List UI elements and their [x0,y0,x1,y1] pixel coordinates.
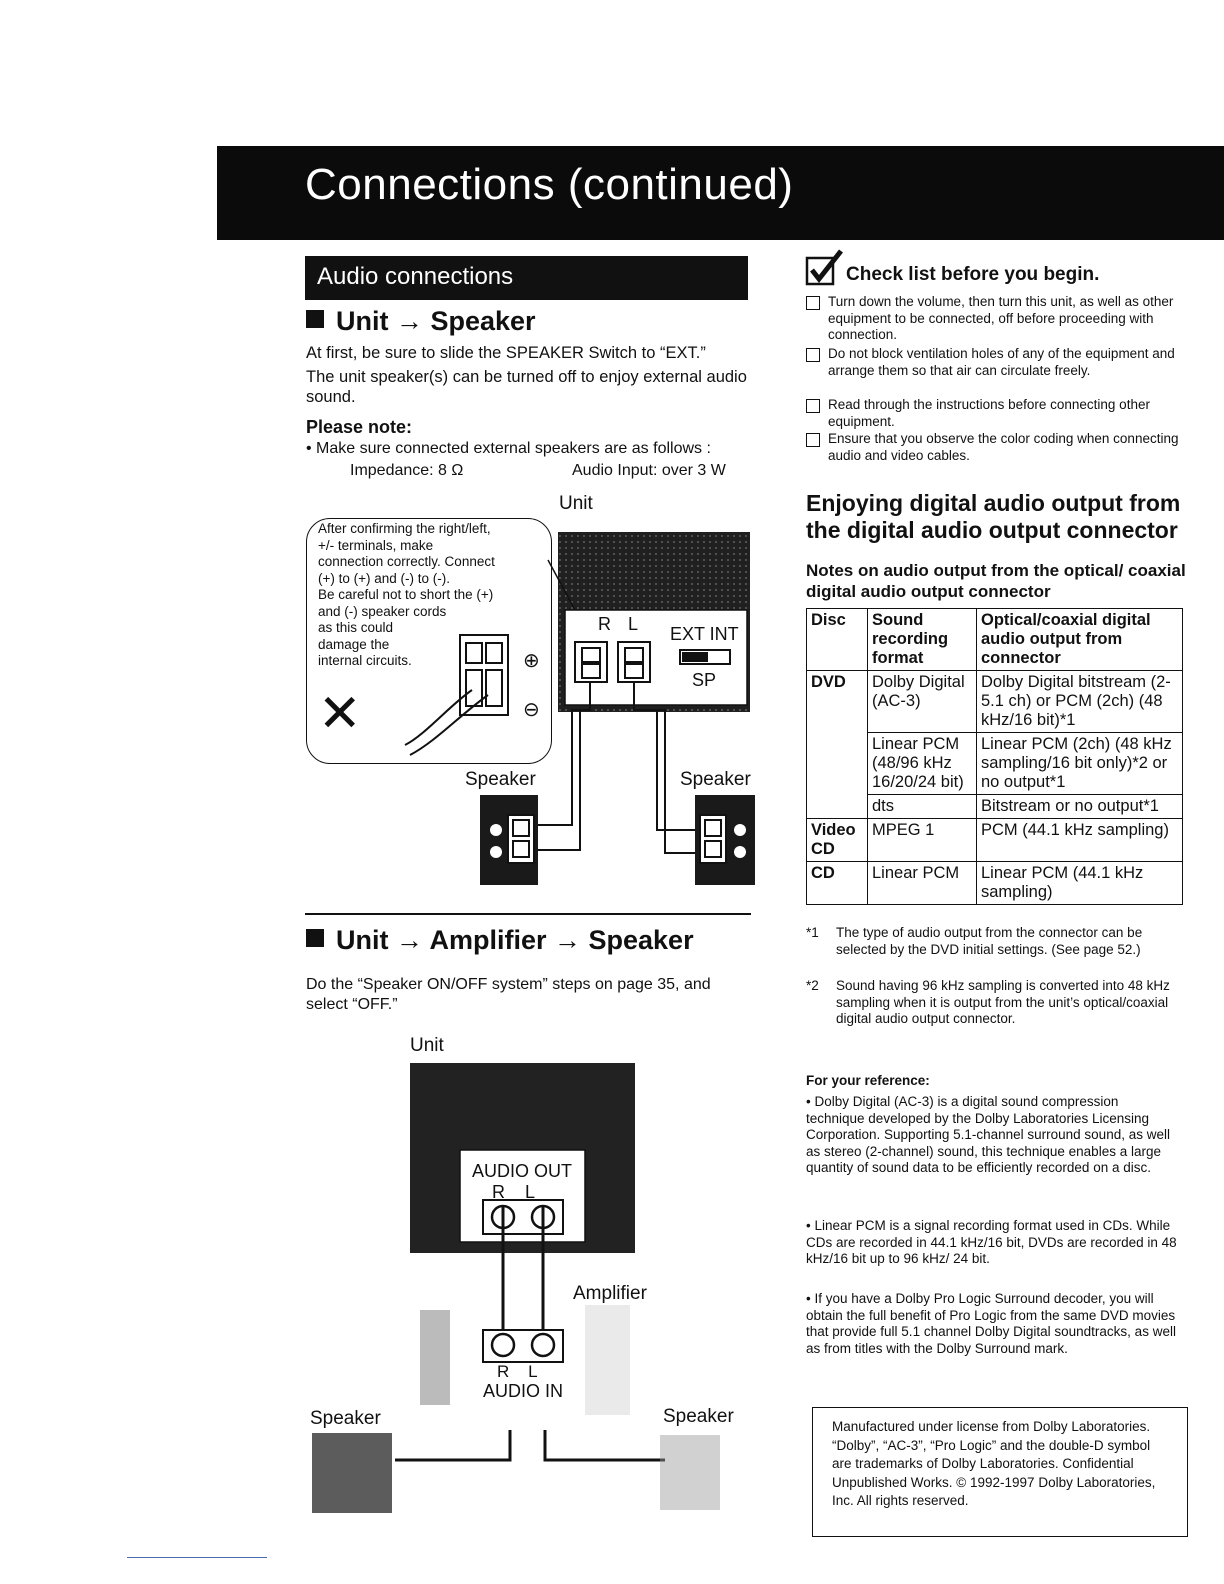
audio-output-table [806,608,1183,905]
left-speaker-label: Speaker [465,769,536,790]
square-bullet-icon [306,929,324,947]
disc-cell: DVD [807,671,868,819]
speaker-switch-text: At first, be sure to slide the SPEAKER Switch to “EXT.” [306,344,706,362]
audio-input-text: Audio Input: over 3 W [572,462,726,479]
header-cell: Disc [807,609,868,671]
format-cell: Dolby Digital (AC-3) [868,671,977,733]
reference-item: • Linear PCM is a signal recording format used in CDs. While CDs are recorded in 44.1 kHz/16 bit, DVDs are recorded in 48 kHz/16 bit up to 96 kHz/ 24 bit. [806,1218,1177,1266]
format-cell: Linear PCM (48/96 kHz 16/20/24 bit) [868,733,977,795]
cross-icon: ✕ [318,685,362,743]
ext-int-label: EXT INT [670,624,739,644]
callout-line: and (-) speaker cords [318,603,447,619]
audio-in-rl: R L [497,1362,538,1381]
checklist-item [806,431,1186,464]
callout-line: connection correctly. Connect [318,554,495,569]
minus-icon: ⊖ [523,699,540,721]
amp-heading [306,925,694,956]
checklist-item-text: Turn down the volume, then turn this unit, as well as other equipment to be connected, off before proceeding with connection. [828,294,1174,342]
callout-line: (+) to (+) and (-) to (-). [318,570,451,586]
reference-item: • If you have a Dolby Pro Logic Surround decoder, you will obtain the full benefit of Pro Logic from the same DVD movies that provide full 5.1 channel Dolby Digital soundtracks, as well as from titles with the Dolby Surround mark. [806,1291,1176,1356]
callout-line: as this could [318,620,394,635]
checklist-item-text: Ensure that you observe the color coding when connecting audio and video cables. [828,431,1179,463]
footnote-text: The type of audio output from the connector can be selected by the DVD initial settings. (See page 52.) [836,925,1143,957]
footnote-key: *2 [806,978,819,993]
terminal-l-label: L [628,614,639,634]
checkbox-icon [806,399,820,413]
footnote [806,978,1178,1028]
footnote [806,925,1178,958]
checklist-item [806,294,1186,344]
output-cell: PCM (44.1 kHz sampling) [977,819,1183,862]
footnote-text: Sound having 96 kHz sampling is converted into 48 kHz sampling when it is output from the unit’s optical/coaxial digital audio output connector. [836,978,1170,1026]
callout-line: Be careful not to short the (+) [318,587,494,602]
header-cell: Optical/coaxial digital audio output from connector [977,609,1183,671]
checkbox-icon [806,433,820,447]
divider [305,913,751,915]
table-row [807,819,1183,862]
output-cell: Bitstream or no output*1 [977,795,1183,819]
output-cell: Dolby Digital bitstream (2-5.1 ch) or PCM (2ch) (48 kHz/16 bit)*1 [977,671,1183,733]
reference-title: For your reference: [806,1073,930,1088]
checklist-item [806,346,1186,379]
callout-line: After confirming the right/left, [318,521,491,536]
unit-speaker-off-text: The unit speaker(s) can be turned off to enjoy external audio sound. [306,368,747,406]
checkbox-icon [806,296,820,310]
left-speaker-label: Speaker [310,1408,381,1429]
unit-speaker-heading [306,306,536,337]
reference-item: • Dolby Digital (AC-3) is a digital sound compression technique developed by the Dolby Laboratories Licensing Corporation. Supporting 5.1-channel surround sound, as well as stereo (2-channel) sound, this technique enables a large quantity of sound data to be efficiently recorded on a disc. [806,1094,1170,1175]
page-title: Connections (continued) [305,160,794,209]
unit-speaker-heading-text: Unit → Speaker [336,306,536,336]
callout-line: +/- terminals, make [318,537,434,553]
notes-heading: Notes on audio output from the optical/ coaxial digital audio output connector [806,561,1186,601]
left-speaker-box [312,1433,392,1513]
diagram2-unit-label: Unit [410,1035,444,1056]
footnote-key: *1 [806,925,819,940]
please-note-title: Please note: [306,417,413,437]
format-cell: Linear PCM [868,862,977,905]
output-cell: Linear PCM (44.1 kHz sampling) [977,862,1183,905]
amp-heading-text: Unit → Amplifier → Speaker [336,925,694,955]
table-row [807,671,1183,733]
checklist-item-text: Do not block ventilation holes of any of the equipment and arrange them so that air can circulate freely. [828,346,1175,378]
checklist-title: Check list before you begin. [846,264,1100,285]
table-row [807,862,1183,905]
amp-instructions: Do the “Speaker ON/OFF system” steps on page 35, and select “OFF.” [306,976,711,1013]
format-cell: MPEG 1 [868,819,977,862]
audio-out-rl: R L [492,1182,536,1202]
callout-line: internal circuits. [318,653,412,668]
sp-label: SP [692,670,717,690]
amplifier-connection-diagram [300,1055,760,1525]
terminal-r-label: R [598,614,611,634]
checkbox-icon [806,348,820,362]
checklist-item-text: Read through the instructions before connecting other equipment. [828,397,1150,429]
output-cell: Linear PCM (2ch) (48 kHz sampling/16 bit only)*2 or no output*1 [977,733,1183,795]
disc-cell: Video CD [807,819,868,862]
callout-text [318,521,546,670]
bottom-rule [127,1557,267,1558]
right-speaker-label: Speaker [680,769,751,790]
square-bullet-icon [306,310,324,328]
diagram1-unit-label: Unit [559,493,593,514]
audio-in-label: AUDIO IN [483,1381,564,1401]
right-speaker-label: Speaker [663,1406,734,1427]
header-cell: Sound recording format [868,609,977,671]
checkmark-icon [805,248,845,288]
amplifier-label: Amplifier [573,1283,647,1304]
impedance-text: Impedance: 8 Ω [350,462,464,479]
table-header-row [807,609,1183,671]
plus-icon: ⊕ [523,650,540,672]
checklist-item [806,397,1186,430]
right-speaker-box [660,1435,720,1510]
note-bullet: • Make sure connected external speakers are as follows : [306,440,711,457]
callout-line: damage the [318,636,390,652]
format-cell: dts [868,795,977,819]
section-title: Audio connections [317,263,514,290]
audio-out-label: AUDIO OUT [472,1161,573,1181]
digital-output-heading: Enjoying digital audio output from the digital audio output connector [806,490,1181,543]
license-text: Manufactured under license from Dolby Laboratories. “Dolby”, “AC-3”, “Pro Logic” and the double-D symbol are trademarks of Dolby Laboratories. Confidential Unpublished Works. © 1992-1997 Dolby Laboratories, Inc. All rights reserved. [832,1419,1156,1508]
disc-cell: CD [807,862,868,905]
